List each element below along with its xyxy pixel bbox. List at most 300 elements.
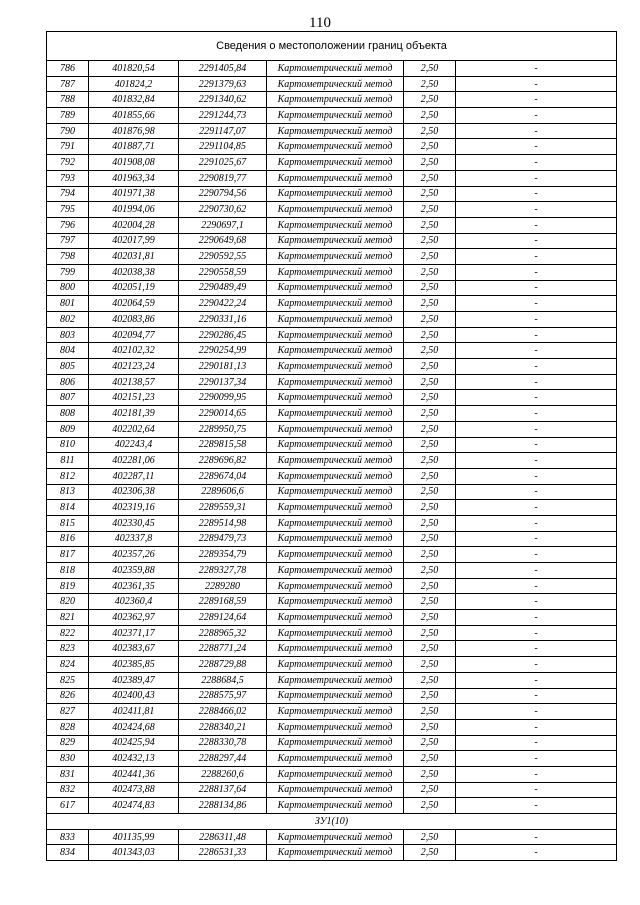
table-row [47, 406, 617, 422]
y-coordinate-cell: 2288771,24 [179, 641, 267, 657]
note-cell: - [456, 327, 617, 343]
accuracy-cell: 2,50 [404, 547, 456, 563]
note-cell: - [456, 672, 617, 688]
accuracy-cell: 2,50 [404, 123, 456, 139]
accuracy-cell: 2,50 [404, 406, 456, 422]
y-coordinate-cell: 2288684,5 [179, 672, 267, 688]
point-number-cell: 820 [47, 594, 89, 610]
accuracy-cell: 2,50 [404, 735, 456, 751]
accuracy-cell: 2,50 [404, 390, 456, 406]
table-row [47, 641, 617, 657]
y-coordinate-cell: 2290137,34 [179, 374, 267, 390]
method-cell: Картометрический метод [267, 641, 404, 657]
x-coordinate-cell: 401832,84 [89, 92, 179, 108]
note-cell: - [456, 531, 617, 547]
table-row [47, 766, 617, 782]
point-number-cell: 791 [47, 139, 89, 155]
x-coordinate-cell: 402473,88 [89, 782, 179, 798]
y-coordinate-cell: 2288297,44 [179, 751, 267, 767]
x-coordinate-cell: 401887,71 [89, 139, 179, 155]
x-coordinate-cell: 402360,4 [89, 594, 179, 610]
accuracy-cell: 2,50 [404, 563, 456, 579]
x-coordinate-cell: 402371,17 [89, 625, 179, 641]
method-cell: Картометрический метод [267, 563, 404, 579]
x-coordinate-cell: 402389,47 [89, 672, 179, 688]
x-coordinate-cell: 402424,68 [89, 719, 179, 735]
table-row [47, 170, 617, 186]
accuracy-cell: 2,50 [404, 374, 456, 390]
point-number-cell: 819 [47, 578, 89, 594]
table-row [47, 61, 617, 77]
note-cell: - [456, 515, 617, 531]
note-cell: - [456, 547, 617, 563]
x-coordinate-cell: 402400,43 [89, 688, 179, 704]
note-cell: - [456, 578, 617, 594]
section-header-row [47, 814, 617, 830]
y-coordinate-cell: 2291104,85 [179, 139, 267, 155]
accuracy-cell: 2,50 [404, 108, 456, 124]
y-coordinate-cell: 2291147,07 [179, 123, 267, 139]
note-cell: - [456, 61, 617, 77]
y-coordinate-cell: 2289696,82 [179, 453, 267, 469]
method-cell: Картометрический метод [267, 610, 404, 626]
method-cell: Картометрический метод [267, 594, 404, 610]
method-cell: Картометрический метод [267, 280, 404, 296]
note-cell: - [456, 657, 617, 673]
method-cell: Картометрический метод [267, 672, 404, 688]
table-row [47, 155, 617, 171]
note-cell: - [456, 202, 617, 218]
accuracy-cell: 2,50 [404, 468, 456, 484]
accuracy-cell: 2,50 [404, 139, 456, 155]
note-cell: - [456, 155, 617, 171]
method-cell: Картометрический метод [267, 782, 404, 798]
accuracy-cell: 2,50 [404, 500, 456, 516]
table-row [47, 374, 617, 390]
method-cell: Картометрический метод [267, 484, 404, 500]
method-cell: Картометрический метод [267, 531, 404, 547]
note-cell: - [456, 217, 617, 233]
point-number-cell: 827 [47, 704, 89, 720]
accuracy-cell: 2,50 [404, 61, 456, 77]
x-coordinate-cell: 401876,98 [89, 123, 179, 139]
method-cell: Картометрический метод [267, 170, 404, 186]
accuracy-cell: 2,50 [404, 92, 456, 108]
method-cell: Картометрический метод [267, 61, 404, 77]
x-coordinate-cell: 402038,38 [89, 264, 179, 280]
x-coordinate-cell: 402281,06 [89, 453, 179, 469]
table-row [47, 751, 617, 767]
accuracy-cell: 2,50 [404, 296, 456, 312]
point-number-cell: 797 [47, 233, 89, 249]
point-number-cell: 824 [47, 657, 89, 673]
table-row [47, 139, 617, 155]
page-number: 110 [309, 15, 331, 31]
accuracy-cell: 2,50 [404, 76, 456, 92]
note-cell: - [456, 845, 617, 861]
method-cell: Картометрический метод [267, 468, 404, 484]
method-cell: Картометрический метод [267, 657, 404, 673]
accuracy-cell: 2,50 [404, 202, 456, 218]
section-label: ЗУ1(10) [47, 814, 617, 830]
y-coordinate-cell: 2290331,16 [179, 312, 267, 328]
table-row [47, 359, 617, 375]
method-cell: Картометрический метод [267, 437, 404, 453]
table-row [47, 672, 617, 688]
accuracy-cell: 2,50 [404, 327, 456, 343]
accuracy-cell: 2,50 [404, 280, 456, 296]
table-row [47, 468, 617, 484]
x-coordinate-cell: 402151,23 [89, 390, 179, 406]
table-row [47, 312, 617, 328]
y-coordinate-cell: 2290558,59 [179, 264, 267, 280]
method-cell: Картометрический метод [267, 296, 404, 312]
y-coordinate-cell: 2290697,1 [179, 217, 267, 233]
y-coordinate-cell: 2289280 [179, 578, 267, 594]
note-cell: - [456, 563, 617, 579]
note-cell: - [456, 186, 617, 202]
point-number-cell: 800 [47, 280, 89, 296]
method-cell: Картометрический метод [267, 139, 404, 155]
method-cell: Картометрический метод [267, 798, 404, 814]
method-cell: Картометрический метод [267, 625, 404, 641]
point-number-cell: 829 [47, 735, 89, 751]
accuracy-cell: 2,50 [404, 453, 456, 469]
y-coordinate-cell: 2288137,64 [179, 782, 267, 798]
accuracy-cell: 2,50 [404, 610, 456, 626]
table-row [47, 563, 617, 579]
method-cell: Картометрический метод [267, 390, 404, 406]
x-coordinate-cell: 402330,45 [89, 515, 179, 531]
accuracy-cell: 2,50 [404, 170, 456, 186]
accuracy-cell: 2,50 [404, 845, 456, 861]
method-cell: Картометрический метод [267, 233, 404, 249]
method-cell: Картометрический метод [267, 704, 404, 720]
accuracy-cell: 2,50 [404, 186, 456, 202]
method-cell: Картометрический метод [267, 735, 404, 751]
y-coordinate-cell: 2291244,73 [179, 108, 267, 124]
x-coordinate-cell: 402094,77 [89, 327, 179, 343]
y-coordinate-cell: 2289124,64 [179, 610, 267, 626]
table-row [47, 437, 617, 453]
table-row [47, 264, 617, 280]
point-number-cell: 832 [47, 782, 89, 798]
accuracy-cell: 2,50 [404, 719, 456, 735]
y-coordinate-cell: 2288330,78 [179, 735, 267, 751]
table-row [47, 500, 617, 516]
point-number-cell: 788 [47, 92, 89, 108]
table-row [47, 829, 617, 845]
method-cell: Картометрический метод [267, 547, 404, 563]
x-coordinate-cell: 402385,85 [89, 657, 179, 673]
x-coordinate-cell: 401994,06 [89, 202, 179, 218]
x-coordinate-cell: 402181,39 [89, 406, 179, 422]
y-coordinate-cell: 2290649,68 [179, 233, 267, 249]
method-cell: Картометрический метод [267, 76, 404, 92]
table-row [47, 735, 617, 751]
x-coordinate-cell: 402202,64 [89, 421, 179, 437]
accuracy-cell: 2,50 [404, 484, 456, 500]
note-cell: - [456, 500, 617, 516]
note-cell: - [456, 641, 617, 657]
point-number-cell: 826 [47, 688, 89, 704]
point-number-cell: 809 [47, 421, 89, 437]
y-coordinate-cell: 2289327,78 [179, 563, 267, 579]
accuracy-cell: 2,50 [404, 264, 456, 280]
y-coordinate-cell: 2289479,73 [179, 531, 267, 547]
x-coordinate-cell: 401971,38 [89, 186, 179, 202]
x-coordinate-cell: 402441,36 [89, 766, 179, 782]
table-row [47, 845, 617, 861]
point-number-cell: 803 [47, 327, 89, 343]
accuracy-cell: 2,50 [404, 657, 456, 673]
note-cell: - [456, 264, 617, 280]
x-coordinate-cell: 402102,32 [89, 343, 179, 359]
y-coordinate-cell: 2288134,86 [179, 798, 267, 814]
table-row [47, 186, 617, 202]
y-coordinate-cell: 2288575,97 [179, 688, 267, 704]
x-coordinate-cell: 402123,24 [89, 359, 179, 375]
point-number-cell: 796 [47, 217, 89, 233]
method-cell: Картометрический метод [267, 359, 404, 375]
note-cell: - [456, 735, 617, 751]
accuracy-cell: 2,50 [404, 421, 456, 437]
note-cell: - [456, 798, 617, 814]
accuracy-cell: 2,50 [404, 578, 456, 594]
table-row [47, 202, 617, 218]
x-coordinate-cell: 402432,13 [89, 751, 179, 767]
y-coordinate-cell: 2286531,33 [179, 845, 267, 861]
table-row [47, 217, 617, 233]
method-cell: Картометрический метод [267, 186, 404, 202]
x-coordinate-cell: 402319,16 [89, 500, 179, 516]
method-cell: Картометрический метод [267, 766, 404, 782]
accuracy-cell: 2,50 [404, 515, 456, 531]
point-number-cell: 807 [47, 390, 89, 406]
table-row [47, 515, 617, 531]
note-cell: - [456, 453, 617, 469]
x-coordinate-cell: 401908,08 [89, 155, 179, 171]
table-row [47, 657, 617, 673]
x-coordinate-cell: 402425,94 [89, 735, 179, 751]
table-row [47, 390, 617, 406]
method-cell: Картометрический метод [267, 343, 404, 359]
note-cell: - [456, 76, 617, 92]
point-number-cell: 813 [47, 484, 89, 500]
method-cell: Картометрический метод [267, 845, 404, 861]
x-coordinate-cell: 401963,34 [89, 170, 179, 186]
point-number-cell: 822 [47, 625, 89, 641]
y-coordinate-cell: 2290014,65 [179, 406, 267, 422]
method-cell: Картометрический метод [267, 249, 404, 265]
x-coordinate-cell: 402004,28 [89, 217, 179, 233]
accuracy-cell: 2,50 [404, 312, 456, 328]
point-number-cell: 805 [47, 359, 89, 375]
table-row [47, 578, 617, 594]
accuracy-cell: 2,50 [404, 625, 456, 641]
table-row [47, 610, 617, 626]
y-coordinate-cell: 2288260,6 [179, 766, 267, 782]
y-coordinate-cell: 2291379,63 [179, 76, 267, 92]
x-coordinate-cell: 401135,99 [89, 829, 179, 845]
method-cell: Картометрический метод [267, 202, 404, 218]
y-coordinate-cell: 2290794,56 [179, 186, 267, 202]
table-row [47, 484, 617, 500]
accuracy-cell: 2,50 [404, 233, 456, 249]
point-number-cell: 790 [47, 123, 89, 139]
point-number-cell: 789 [47, 108, 89, 124]
method-cell: Картометрический метод [267, 515, 404, 531]
note-cell: - [456, 719, 617, 735]
accuracy-cell: 2,50 [404, 782, 456, 798]
boundary-coordinates-table [46, 31, 617, 861]
table-row [47, 108, 617, 124]
method-cell: Картометрический метод [267, 374, 404, 390]
y-coordinate-cell: 2290099,95 [179, 390, 267, 406]
y-coordinate-cell: 2289354,79 [179, 547, 267, 563]
note-cell: - [456, 296, 617, 312]
accuracy-cell: 2,50 [404, 531, 456, 547]
y-coordinate-cell: 2291405,84 [179, 61, 267, 77]
y-coordinate-cell: 2290181,13 [179, 359, 267, 375]
table-row [47, 233, 617, 249]
note-cell: - [456, 139, 617, 155]
point-number-cell: 810 [47, 437, 89, 453]
y-coordinate-cell: 2286311,48 [179, 829, 267, 845]
x-coordinate-cell: 402083,86 [89, 312, 179, 328]
note-cell: - [456, 625, 617, 641]
table-title: Сведения о местоположении границ объекта [47, 32, 617, 61]
method-cell: Картометрический метод [267, 421, 404, 437]
note-cell: - [456, 406, 617, 422]
y-coordinate-cell: 2290286,45 [179, 327, 267, 343]
y-coordinate-cell: 2289168,59 [179, 594, 267, 610]
table-row [47, 782, 617, 798]
point-number-cell: 801 [47, 296, 89, 312]
x-coordinate-cell: 402383,67 [89, 641, 179, 657]
table-row [47, 453, 617, 469]
table-row [47, 547, 617, 563]
accuracy-cell: 2,50 [404, 688, 456, 704]
point-number-cell: 828 [47, 719, 89, 735]
point-number-cell: 799 [47, 264, 89, 280]
point-number-cell: 792 [47, 155, 89, 171]
x-coordinate-cell: 402064,59 [89, 296, 179, 312]
note-cell: - [456, 421, 617, 437]
method-cell: Картометрический метод [267, 217, 404, 233]
method-cell: Картометрический метод [267, 108, 404, 124]
method-cell: Картометрический метод [267, 312, 404, 328]
note-cell: - [456, 374, 617, 390]
x-coordinate-cell: 402243,4 [89, 437, 179, 453]
y-coordinate-cell: 2289950,75 [179, 421, 267, 437]
table-row [47, 688, 617, 704]
note-cell: - [456, 594, 617, 610]
point-number-cell: 816 [47, 531, 89, 547]
point-number-cell: 806 [47, 374, 89, 390]
point-number-cell: 814 [47, 500, 89, 516]
table-row [47, 123, 617, 139]
note-cell: - [456, 610, 617, 626]
x-coordinate-cell: 402357,26 [89, 547, 179, 563]
note-cell: - [456, 829, 617, 845]
note-cell: - [456, 484, 617, 500]
note-cell: - [456, 688, 617, 704]
accuracy-cell: 2,50 [404, 766, 456, 782]
y-coordinate-cell: 2288340,21 [179, 719, 267, 735]
x-coordinate-cell: 401820,54 [89, 61, 179, 77]
table-row [47, 531, 617, 547]
note-cell: - [456, 390, 617, 406]
table-row [47, 421, 617, 437]
method-cell: Картометрический метод [267, 155, 404, 171]
note-cell: - [456, 468, 617, 484]
point-number-cell: 823 [47, 641, 89, 657]
y-coordinate-cell: 2290592,55 [179, 249, 267, 265]
point-number-cell: 834 [47, 845, 89, 861]
table-row [47, 296, 617, 312]
accuracy-cell: 2,50 [404, 155, 456, 171]
note-cell: - [456, 249, 617, 265]
x-coordinate-cell: 401343,03 [89, 845, 179, 861]
y-coordinate-cell: 2288965,32 [179, 625, 267, 641]
point-number-cell: 795 [47, 202, 89, 218]
point-number-cell: 802 [47, 312, 89, 328]
table-row [47, 594, 617, 610]
y-coordinate-cell: 2290489,49 [179, 280, 267, 296]
table-row [47, 704, 617, 720]
method-cell: Картометрический метод [267, 453, 404, 469]
accuracy-cell: 2,50 [404, 704, 456, 720]
note-cell: - [456, 766, 617, 782]
method-cell: Картометрический метод [267, 578, 404, 594]
x-coordinate-cell: 402411,81 [89, 704, 179, 720]
point-number-cell: 815 [47, 515, 89, 531]
note-cell: - [456, 359, 617, 375]
accuracy-cell: 2,50 [404, 359, 456, 375]
y-coordinate-cell: 2288466,02 [179, 704, 267, 720]
table-row [47, 92, 617, 108]
table-row [47, 76, 617, 92]
method-cell: Картометрический метод [267, 751, 404, 767]
x-coordinate-cell: 402017,99 [89, 233, 179, 249]
y-coordinate-cell: 2289606,6 [179, 484, 267, 500]
table-row [47, 343, 617, 359]
point-number-cell: 812 [47, 468, 89, 484]
table-row [47, 280, 617, 296]
x-coordinate-cell: 402362,97 [89, 610, 179, 626]
point-number-cell: 793 [47, 170, 89, 186]
point-number-cell: 804 [47, 343, 89, 359]
note-cell: - [456, 170, 617, 186]
accuracy-cell: 2,50 [404, 641, 456, 657]
y-coordinate-cell: 2289815,58 [179, 437, 267, 453]
method-cell: Картометрический метод [267, 123, 404, 139]
accuracy-cell: 2,50 [404, 343, 456, 359]
method-cell: Картометрический метод [267, 264, 404, 280]
x-coordinate-cell: 402138,57 [89, 374, 179, 390]
x-coordinate-cell: 402031,81 [89, 249, 179, 265]
accuracy-cell: 2,50 [404, 672, 456, 688]
point-number-cell: 818 [47, 563, 89, 579]
note-cell: - [456, 92, 617, 108]
accuracy-cell: 2,50 [404, 594, 456, 610]
x-coordinate-cell: 402051,19 [89, 280, 179, 296]
point-number-cell: 831 [47, 766, 89, 782]
y-coordinate-cell: 2290730,62 [179, 202, 267, 218]
note-cell: - [456, 312, 617, 328]
x-coordinate-cell: 402361,35 [89, 578, 179, 594]
